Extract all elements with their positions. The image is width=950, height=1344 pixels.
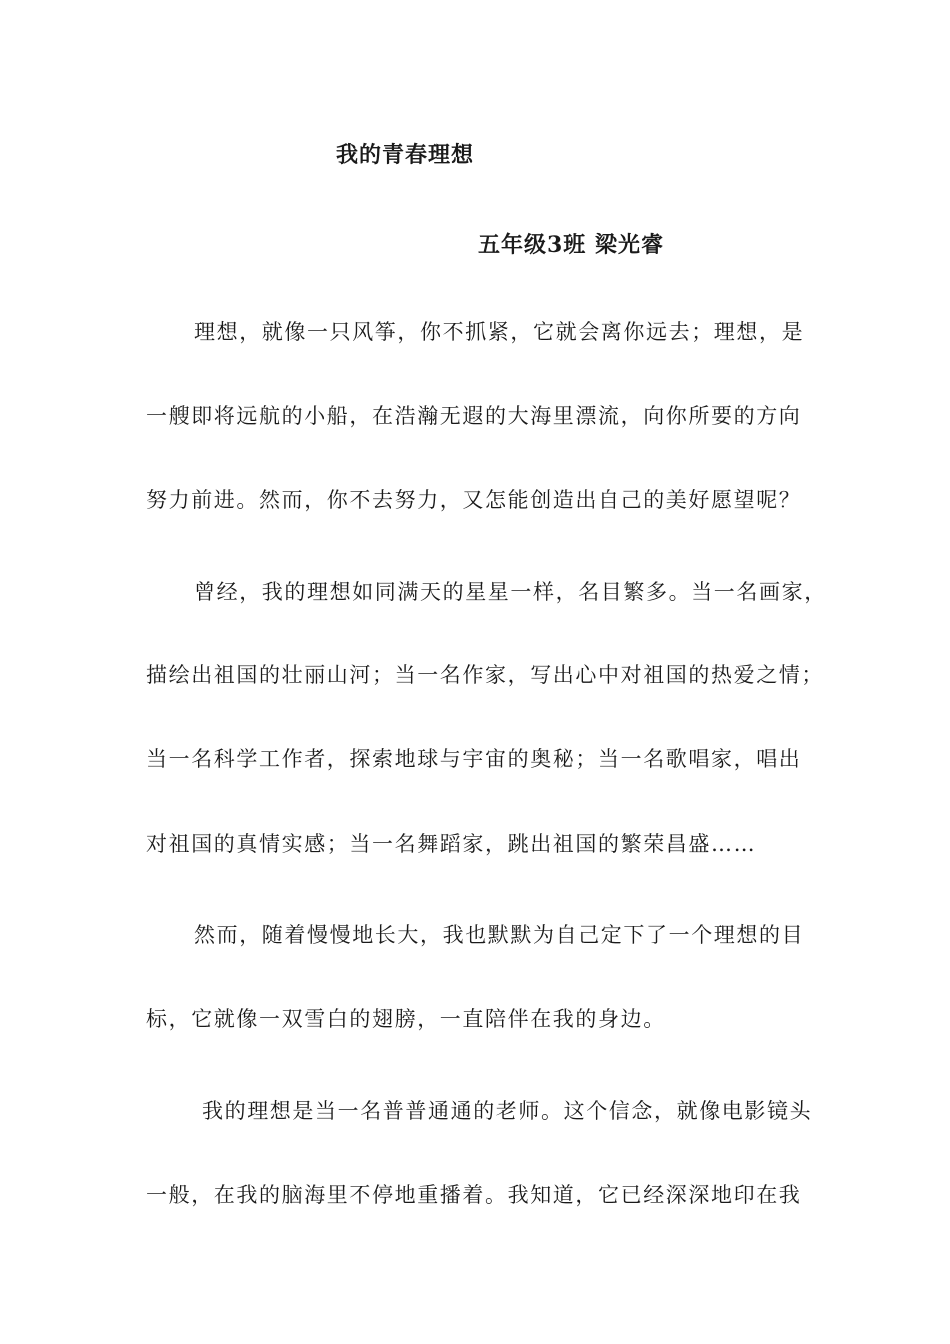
paragraph-line: 努力前进。然而，你不去努力，又怎能创造出自己的美好愿望呢？ [146, 488, 802, 512]
paragraph-line: 理想，就像一只风筝，你不抓紧，它就会离你远去；理想，是 [194, 320, 805, 344]
paragraph-line: 标，它就像一双雪白的翅膀，一直陪伴在我的身边。 [146, 1007, 666, 1031]
paragraph-line: 我的理想是当一名普普通通的老师。这个信念，就像电影镜头 [202, 1099, 813, 1123]
document-author: 五年级3班 梁光睿 [478, 232, 664, 258]
paragraph-line: 对祖国的真情实感；当一名舞蹈家，跳出祖国的繁荣昌盛…… [146, 832, 757, 856]
paragraph-line: 一艘即将远航的小船，在浩瀚无遐的大海里漂流，向你所要的方向 [146, 404, 802, 428]
paragraph-line: 一般，在我的脑海里不停地重播着。我知道，它已经深深地印在我 [146, 1183, 802, 1207]
document-title: 我的青春理想 [336, 142, 475, 168]
paragraph-line: 然而，随着慢慢地长大，我也默默为自己定下了一个理想的目 [194, 923, 805, 947]
paragraph-line: 当一名科学工作者，探索地球与宇宙的奥秘；当一名歌唱家，唱出 [146, 747, 802, 771]
paragraph-line: 曾经，我的理想如同满天的星星一样，名目繁多。当一名画家， [194, 580, 827, 604]
paragraph-line: 描绘出祖国的壮丽山河；当一名作家，写出心中对祖国的热爱之情； [146, 663, 824, 687]
